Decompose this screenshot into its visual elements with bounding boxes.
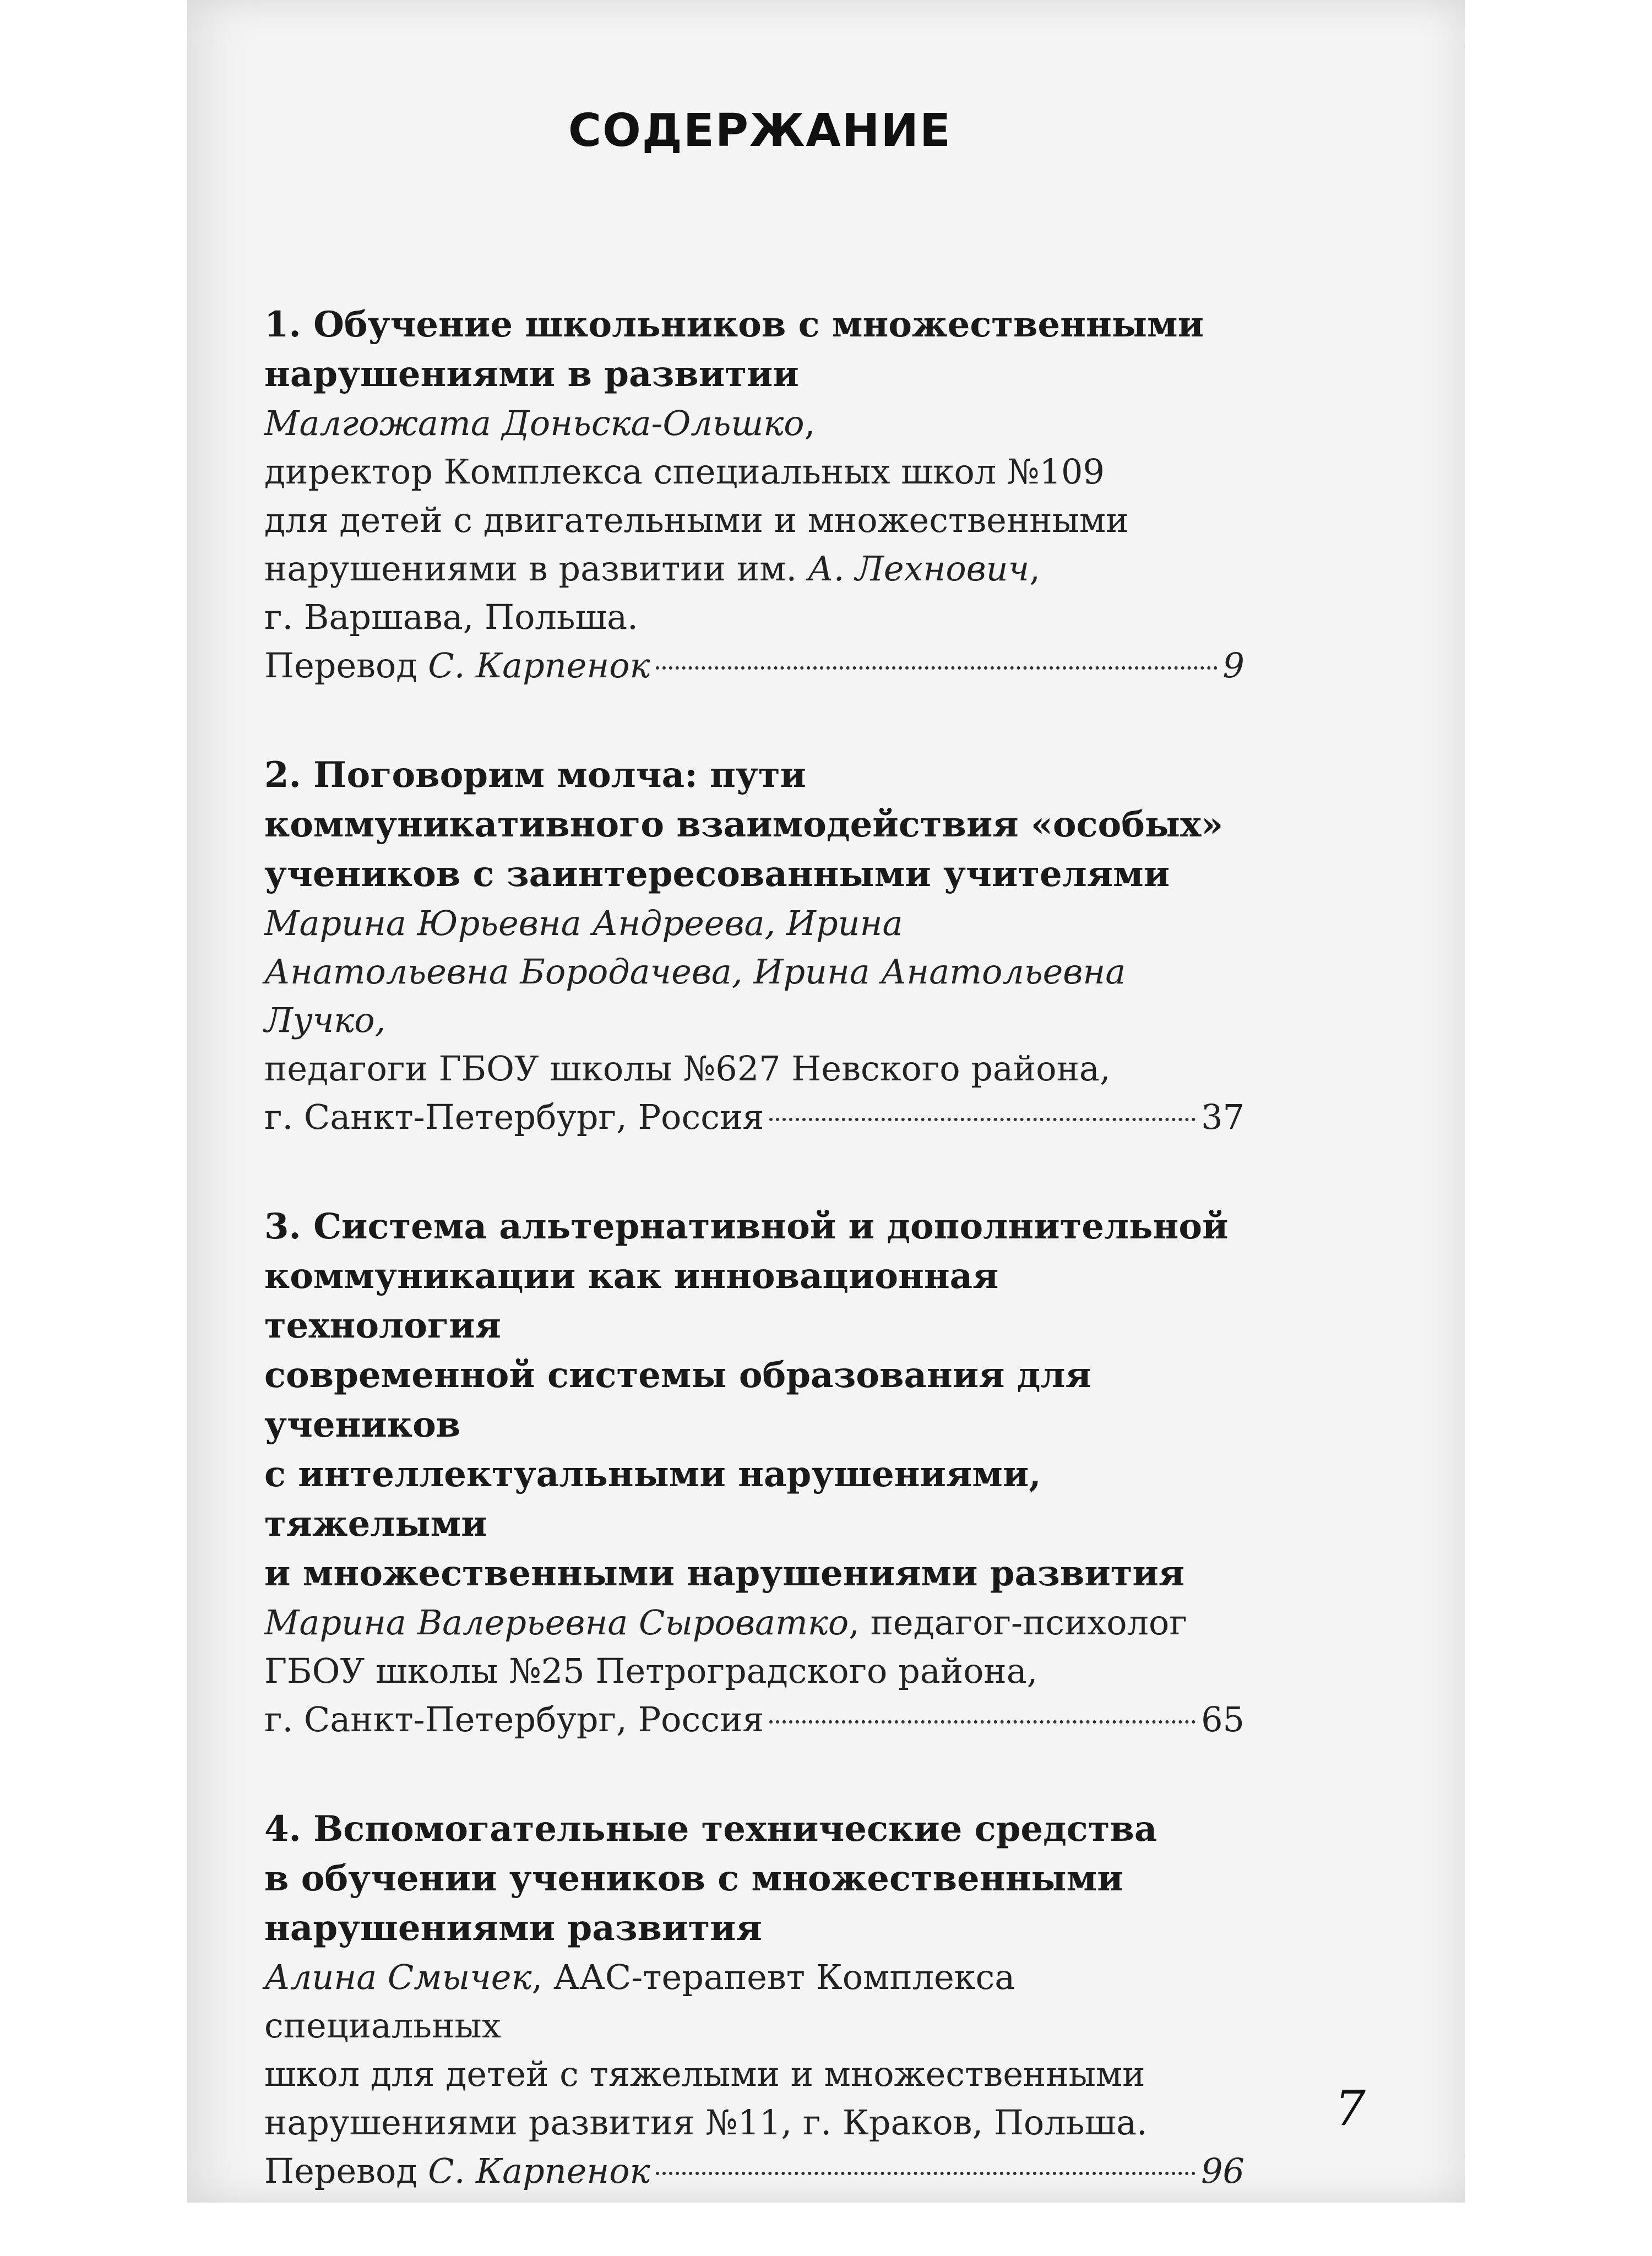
entry-title-line: нарушениями развития xyxy=(264,1907,762,1949)
entry-author xyxy=(264,1599,1245,1647)
entry-title-line: нарушениями в развитии xyxy=(264,354,799,395)
page-title: СОДЕРЖАНИЕ xyxy=(568,105,952,157)
translator-name: С. Карпенок xyxy=(428,2151,650,2191)
detail-italic: А. Лехнович xyxy=(807,548,1030,589)
entry-title-line: 3. Система альтернативной и дополнительной xyxy=(264,1206,1229,1247)
entry-title xyxy=(264,1202,1245,1599)
translator xyxy=(264,2147,650,2195)
table-of-contents xyxy=(264,105,1399,2256)
entry-author xyxy=(264,1953,1245,2050)
page-number: 65 xyxy=(1201,1699,1245,1739)
entry-place: г. Санкт-Петербург, Россия xyxy=(264,1097,764,1137)
detail-suffix: , xyxy=(1029,548,1040,589)
translator-name: С. Карпенок xyxy=(428,645,650,686)
toc-entry xyxy=(264,300,1245,690)
entry-title-line: и множественными нарушениями развития xyxy=(264,1553,1185,1594)
entry-author: Марина Юрьевна Андреева, Ирина xyxy=(264,903,903,943)
entry-title-line: в обучении учеников с множественными xyxy=(264,1858,1123,1899)
page-number: 37 xyxy=(1201,1097,1245,1137)
page-number: 96 xyxy=(1201,2151,1245,2191)
entry-detail xyxy=(264,545,1245,593)
translator-prefix: Перевод xyxy=(264,645,428,686)
author-name: Алина Смычек xyxy=(264,1957,532,1997)
entry-detail: директор Комплекса специальных школ №109 xyxy=(264,452,1105,492)
entry-page-row xyxy=(264,1093,1245,1141)
entry-page-row xyxy=(264,1695,1245,1744)
toc-entry xyxy=(264,751,1245,1141)
entry-page-row xyxy=(264,2147,1245,2195)
detail-text: нарушениями в развитии им. xyxy=(264,548,808,589)
entry-title-line: коммуникативного взаимодействия «особых» xyxy=(264,804,1224,845)
entry-place: г. Санкт-Петербург, Россия xyxy=(264,1699,764,1739)
entry-title-line: 1. Обучение школьников с множественными xyxy=(264,304,1204,345)
translator xyxy=(264,642,650,690)
entry-detail: педагоги ГБОУ школы №627 Невского района, xyxy=(264,1048,1111,1089)
entry-detail: ГБОУ школы №25 Петроградского района, xyxy=(264,1651,1038,1691)
page-number: 9 xyxy=(1222,645,1245,686)
author-suffix: , xyxy=(804,403,816,443)
entry-title xyxy=(264,1804,1245,1953)
entry-detail: школ для детей с тяжелыми и множественными xyxy=(264,2054,1145,2094)
entry-page-row xyxy=(264,642,1245,690)
entry-title-line: 4. Вспомогательные технические средства xyxy=(264,1808,1158,1850)
dot-leader xyxy=(769,1720,1195,1724)
entry-author xyxy=(264,399,1245,448)
entry-title-line: 2. Поговорим молча: пути xyxy=(264,754,806,796)
entry-title-line: коммуникации как инновационная технология xyxy=(264,1255,999,1346)
dot-leader xyxy=(656,2172,1196,2175)
dot-leader xyxy=(656,666,1218,670)
entry-detail: нарушениями развития №11, г. Краков, Польша. xyxy=(264,2102,1148,2143)
entry-author: Анатольевна Бородачева, Ирина Анатольевна Лучко, xyxy=(264,952,1126,1040)
author-name: Малгожата Доньска-Ольшко xyxy=(264,403,805,443)
dot-leader xyxy=(769,1118,1195,1121)
entry-title xyxy=(264,300,1245,399)
entry-title-line: с интеллектуальными нарушениями, тяжелыми xyxy=(264,1454,1041,1545)
author-role: , педагог-психолог xyxy=(849,1602,1187,1643)
entry-detail: для детей с двигательными и множественными xyxy=(264,500,1129,540)
entry-title-line: учеников с заинтересованными учителями xyxy=(264,854,1170,895)
toc-entry xyxy=(264,1202,1245,1744)
folio-page-number: 7 xyxy=(1335,2080,1366,2137)
book-page xyxy=(187,0,1465,2203)
entry-place: г. Варшава, Польша. xyxy=(264,597,638,637)
toc-entry xyxy=(264,1804,1245,2195)
author-name: Марина Валерьевна Сыроватко xyxy=(264,1602,849,1643)
entry-title-line: современной системы образования для учеников xyxy=(264,1355,1091,1445)
author-role: , ААС-терапевт Комплекса специальных xyxy=(264,1957,1015,2046)
translator-prefix: Перевод xyxy=(264,2151,428,2191)
entry-title xyxy=(264,751,1245,899)
